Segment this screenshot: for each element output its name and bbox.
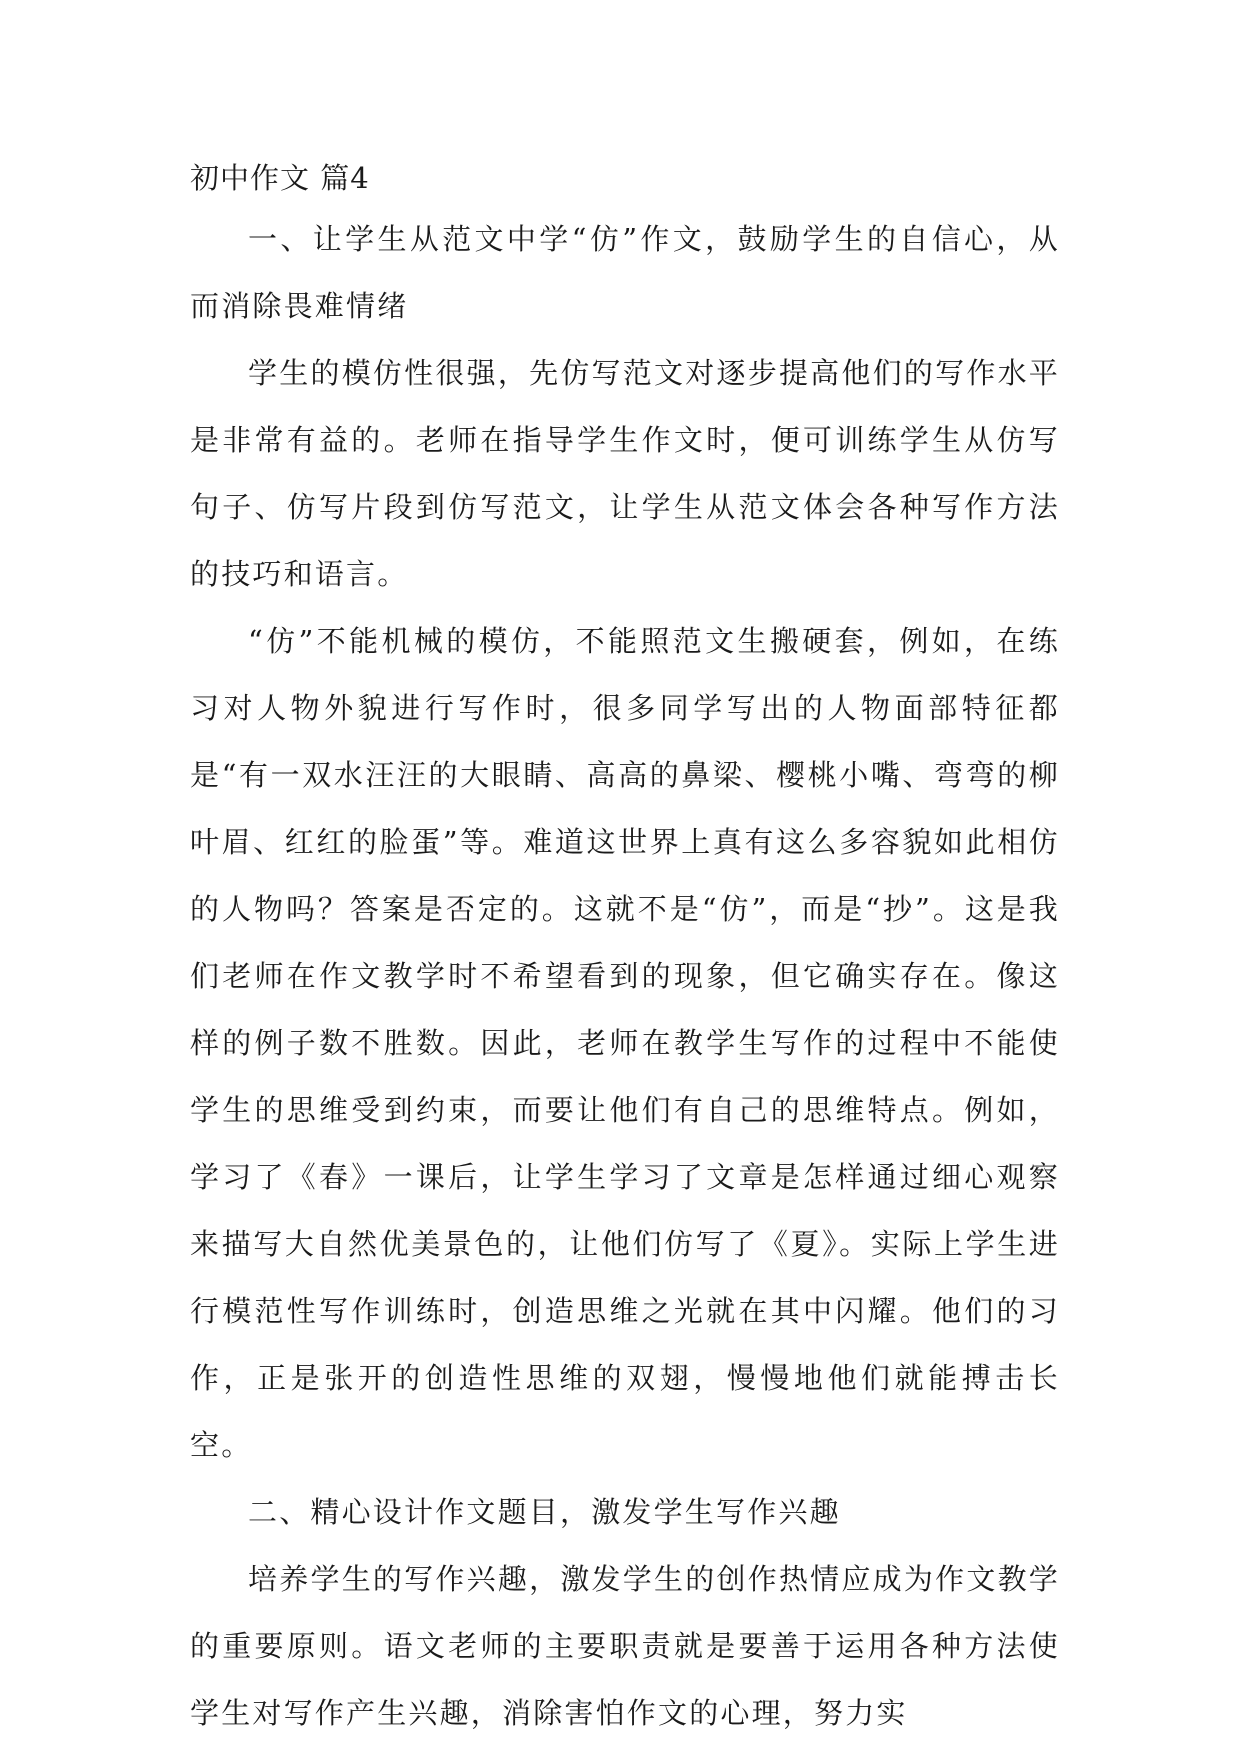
document-title: 初中作文 篇4 xyxy=(190,161,370,195)
section-heading-1: 一、让学生从范文中学“仿”作文，鼓励学生的自信心，从而消除畏难情绪 xyxy=(190,222,1060,323)
paragraph-3: 培养学生的写作兴趣，激发学生的创作热情应成为作文教学的重要原则。语文老师的主要职责就是要善于运用各种方法使学生对写作产生兴趣，消除害怕作文的心理，努力实 xyxy=(190,1562,1060,1730)
paragraph-2: “仿”不能机械的模仿，不能照范文生搬硬套，例如，在练习对人物外貌进行写作时，很多同学写出的人物面部特征都是“有一双水汪汪的大眼睛、高高的鼻梁、樱桃小嘴、弯弯的柳叶眉、红红的脸蛋”等。难道这世界上真有这么多容貌如此相仿的人物吗？答案是否定的。这就不是“仿”，而是“抄”。这是我们老师在作文教学时不希望看到的现象，但它确实存在。像这样的例子数不胜数。因此，老师在教学生写作的过程中不能使学生的思维受到约束，而要让他们有自己的思维特点。例如，学习了《春》一课后，让学生学习了文章是怎样通过细心观察来描写大自然优美景色的，让他们仿写了《夏》。实际上学生进行模范性写作训练时，创造思维之光就在其中闪耀。他们的习作，正是张开的创造性思维的双翅，慢慢地他们就能搏击长空。 xyxy=(190,624,1060,1462)
paragraph-1: 学生的模仿性很强，先仿写范文对逐步提高他们的写作水平是非常有益的。老师在指导学生作文时，便可训练学生从仿写句子、仿写片段到仿写范文，让学生从范文体会各种写作方法的技巧和语言。 xyxy=(190,356,1060,591)
section-heading-2: 二、精心设计作文题目，激发学生写作兴趣 xyxy=(248,1495,841,1529)
document-page xyxy=(190,160,1060,1747)
